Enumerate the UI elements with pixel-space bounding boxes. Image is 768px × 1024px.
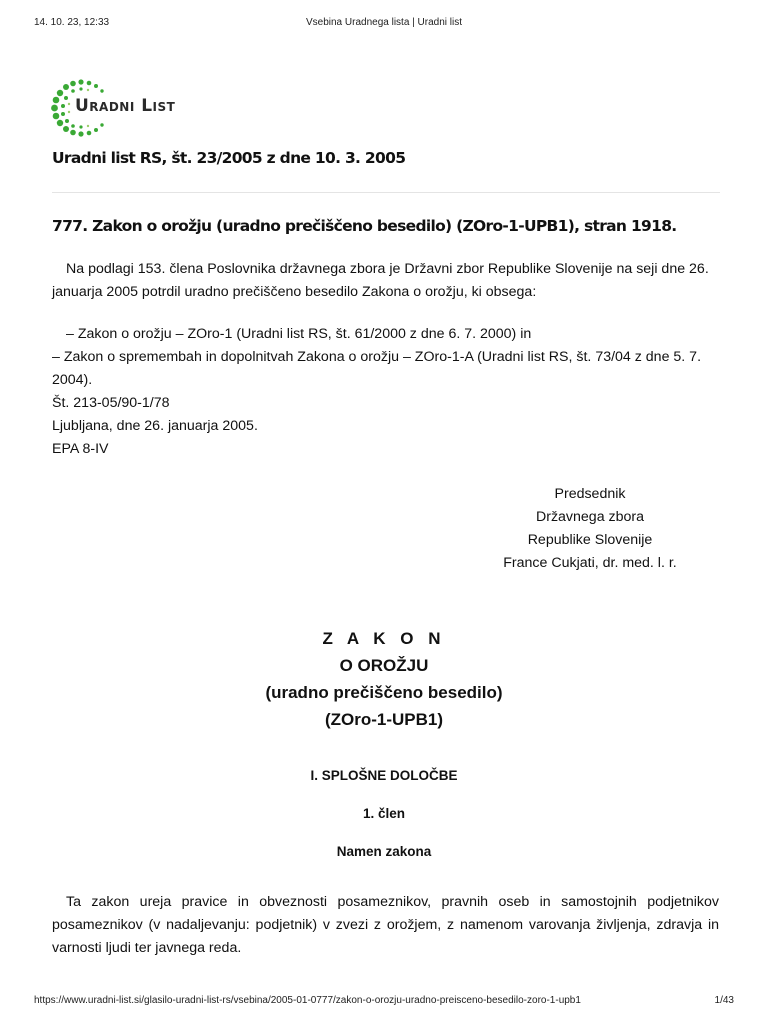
list-item: – Zakon o spremembah in dopolnitvah Zakona o orožju – ZOro-1-A (Uradni list RS, št. 73/04 z dne 5. 7. 2004). — [52, 349, 702, 388]
article-number: 1. člen — [362, 806, 406, 821]
print-page-title: Vsebina Uradnega lista | Uradni list — [305, 17, 462, 28]
place-date: Ljubljana, dne 26. januarja 2005. — [52, 418, 258, 434]
law-heading-subject: O OROŽJU — [339, 656, 429, 675]
law-heading — [0, 625, 768, 733]
chapter-title: I. SPLOŠNE DOLOČBE — [310, 768, 458, 783]
act-title: 777. Zakon o orožju (uradno prečiščeno besedilo) (ZOro-1-UPB1), stran 1918. — [52, 217, 677, 235]
article-paragraph: Ta zakon ureja pravice in obveznosti posameznikov, pravnih oseb in samostojnih podjetnikov posameznikov (v nadaljevanju: podjetnik) v zvezi z orožjem, z namenom varovanja življenja, zdravja in varnosti ljudi ter javnega reda. — [52, 894, 719, 956]
law-heading-abbrev: (ZOro-1-UPB1) — [324, 710, 444, 729]
list-item: – Zakon o orožju – ZOro-1 (Uradni list RS, št. 61/2000 z dne 6. 7. 2000) in — [66, 326, 532, 342]
print-datetime: 14. 10. 23, 12:33 — [34, 17, 110, 28]
epa-number: EPA 8-IV — [52, 441, 109, 457]
intro-paragraph: Na podlagi 153. člena Poslovnika državnega zbora je Državni zbor Republike Slovenije na seji dne 26. januarja 2005 potrdil uradno prečiščeno besedilo Zakona o orožju, ki obsega: — [52, 261, 709, 300]
logo-text: Uradni List — [75, 96, 176, 116]
uradni-list-logo[interactable] — [48, 76, 188, 140]
print-page-number: 1/43 — [714, 995, 734, 1006]
issue-title: Uradni list RS, št. 23/2005 z dne 10. 3. 2005 — [52, 149, 406, 167]
signature-name: France Cukjati, dr. med. l. r. — [503, 555, 677, 571]
signature-line: Predsednik — [554, 486, 626, 502]
items-block — [52, 323, 719, 461]
law-heading-note: (uradno prečiščeno besedilo) — [265, 683, 503, 702]
signature-line: Državnega zbora — [535, 509, 645, 525]
reference-number: Št. 213-05/90-1/78 — [52, 395, 170, 411]
law-heading-zakon: Z A K O N — [322, 629, 446, 648]
print-url[interactable]: https://www.uradni-list.si/glasilo-uradni-list-rs/vsebina/2005-01-0777/zakon-o-orozju-uradno-preisceno-besedilo-zoro-1-upb1 — [34, 995, 581, 1006]
print-footer — [34, 995, 734, 1009]
divider — [52, 192, 720, 193]
signature-line: Republike Slovenije — [527, 532, 653, 548]
article-title: Namen zakona — [336, 844, 432, 859]
signature-block — [490, 483, 690, 575]
print-header — [34, 17, 734, 31]
